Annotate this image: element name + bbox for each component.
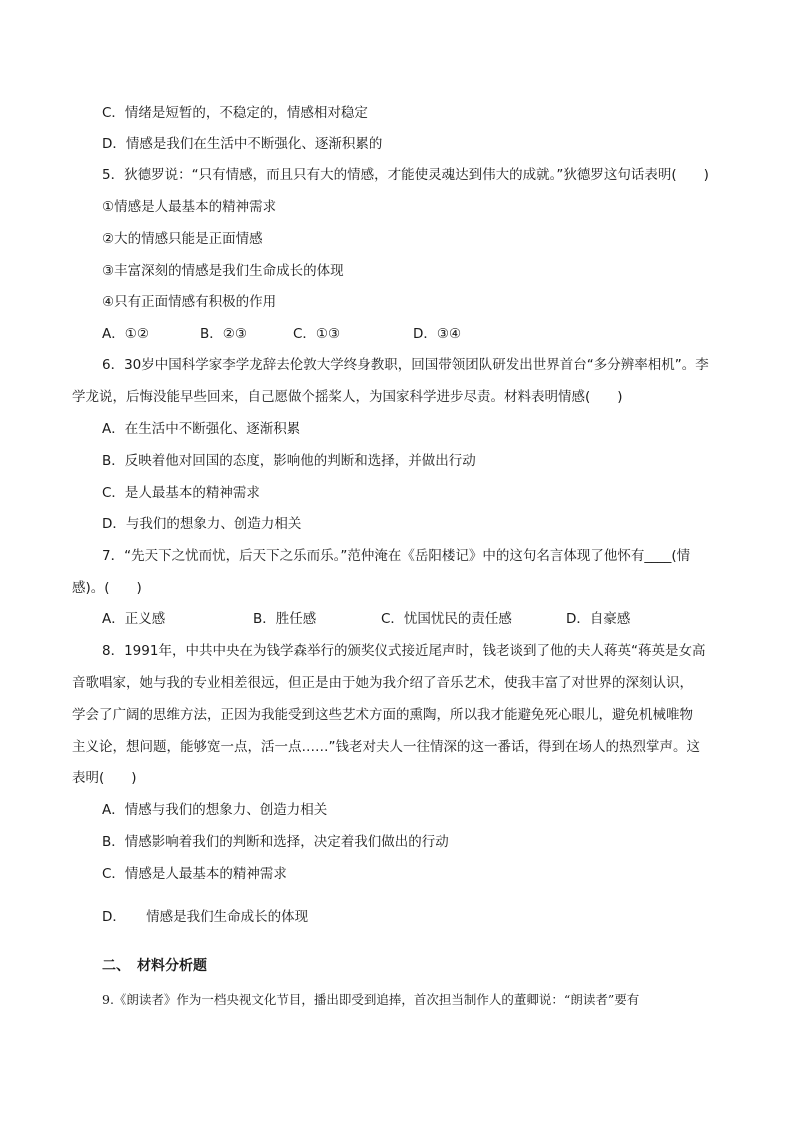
q5-statement-3: ③丰富深刻的情感是我们生命成长的体现 (102, 263, 344, 279)
q7-option-c: C．忧国忧民的责任感 (381, 611, 512, 627)
q8-option-a: A．情感与我们的想象力、创造力相关 (102, 802, 328, 818)
q6-option-b: B．反映着他对回国的态度，影响他的判断和选择，并做出行动 (102, 453, 476, 469)
q5-option-d: D．③④ (413, 326, 462, 342)
q5-option-c: C．①③ (293, 326, 341, 342)
q4-option-d: D．情感是我们在生活中不断强化、逐渐积累的 (102, 136, 383, 152)
q6-option-c: C．是人最基本的精神需求 (102, 485, 260, 501)
q4-option-c: C．情绪是短暂的，不稳定的，情感相对稳定 (102, 105, 368, 121)
q7-option-b: B．胜任感 (253, 611, 317, 627)
q7-option-a: A．正义感 (102, 611, 166, 627)
question-8-stem-line4: 主义论，想问题，能够宽一点，活一点……”钱老对夫人一往情深的这一番话，得到在场人的热烈掌声。这 (72, 739, 700, 755)
q8-option-b: B．情感影响着我们的判断和选择，决定着我们做出的行动 (102, 834, 449, 850)
question-6-stem-line1: 6．30岁中国科学家李学龙辞去伦敦大学终身教职，回国带领团队研发出世界首台“多分辨率相机”。李 (102, 357, 709, 373)
q5-statement-1: ①情感是人最基本的精神需求 (102, 199, 277, 215)
q7-options (102, 609, 728, 629)
q6-option-d: D．与我们的想象力、创造力相关 (102, 516, 302, 532)
question-6-stem-line2: 学龙说，后悔没能早些回来，自己愿做个摇桨人，为国家科学进步尽责。材料表明情感( ) (72, 389, 623, 405)
question-8-stem-line5: 表明( ) (72, 770, 137, 786)
q7-option-d: D．自豪感 (566, 611, 631, 627)
question-8-stem-line2: 音歌唱家，她与我的专业相差很远，但正是由于她为我介绍了音乐艺术，使我丰富了对世界的深刻认识， (72, 675, 693, 691)
question-8-stem-line3: 学会了广阔的思维方法，正因为我能受到这些艺术方面的熏陶，所以我才能避免死心眼儿，避免机械唯物 (72, 707, 693, 723)
question-7-stem-line2: 感)。( ) (72, 580, 142, 596)
q6-option-a: A．在生活中不断强化、逐渐积累 (102, 421, 301, 437)
section-heading-material-analysis: 二、 材料分析题 (102, 958, 207, 974)
question-8-stem-line1: 8．1991年，中共中央在为钱学森举行的颁奖仪式接近尾声时，钱老谈到了他的夫人蒋英“蒋英是女高 (102, 643, 706, 659)
q5-option-b: B．②③ (200, 326, 247, 342)
q5-statement-4: ④只有正面情感有积极的作用 (102, 294, 277, 310)
q5-options (102, 324, 728, 344)
q5-statement-2: ②大的情感只能是正面情感 (102, 231, 263, 247)
question-7-stem-line1: 7．“先天下之忧而忧，后天下之乐而乐。”范仲淹在《岳阳楼记》中的这句名言体现了他怀有____(情 (102, 548, 691, 564)
question-5-stem: 5．狄德罗说：“只有情感，而且只有大的情感，才能使灵魂达到伟大的成就。”狄德罗这句话表明( ) (102, 167, 709, 183)
question-9-stem: 9.《朗读者》作为一档央视文化节目，播出即受到追捧，首次担当制作人的董卿说：“朗读者”要有 (102, 992, 640, 1007)
q8-option-c: C．情感是人最基本的精神需求 (102, 866, 287, 882)
q5-option-a: A．①② (102, 326, 149, 342)
q8-option-d: D． 情感是我们生命成长的体现 (102, 909, 309, 925)
